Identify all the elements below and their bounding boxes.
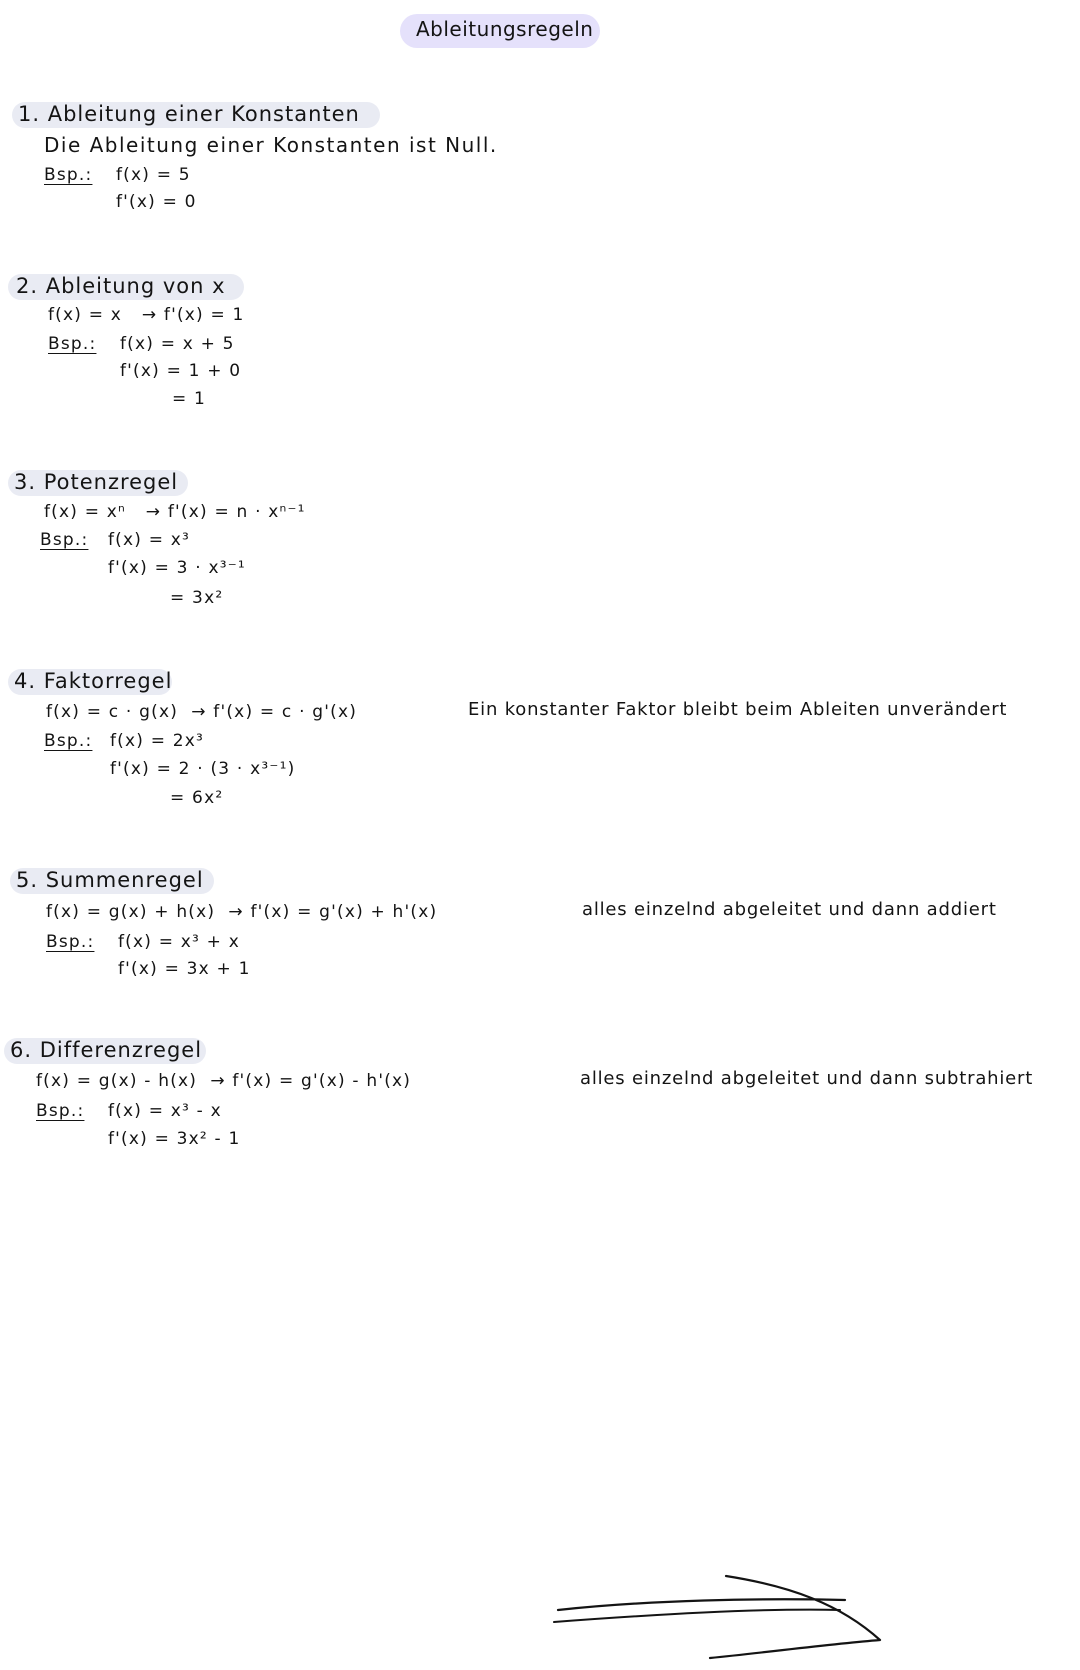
example-line: = 3x² — [170, 588, 224, 608]
example-line: f'(x) = 1 + 0 — [120, 361, 242, 381]
rule-text: Die Ableitung einer Konstanten ist Null. — [44, 133, 498, 157]
example-line: f(x) = x³ + x — [118, 932, 240, 952]
example-label: Bsp.: — [36, 1101, 85, 1121]
rule-text: f(x) = x → f'(x) = 1 — [48, 305, 245, 325]
example-label: Bsp.: — [48, 334, 97, 354]
example-line: f'(x) = 3x² - 1 — [108, 1129, 241, 1149]
section-heading: 5. Summenregel — [16, 868, 204, 892]
rule-text: f(x) = g(x) - h(x) → f'(x) = g'(x) - h'(x) — [36, 1071, 412, 1091]
arrow-right-icon — [540, 1560, 900, 1670]
section-heading: 2. Ableitung von x — [16, 274, 226, 298]
example-line: f'(x) = 3x + 1 — [118, 959, 251, 979]
example-label: Bsp.: — [40, 530, 89, 550]
section-heading: 4. Faktorregel — [14, 669, 173, 693]
rule-text: f(x) = xⁿ → f'(x) = n · xⁿ⁻¹ — [44, 502, 306, 522]
rule-note: alles einzelnd abgeleitet und dann addiert — [582, 899, 997, 920]
rule-text: f(x) = c · g(x) → f'(x) = c · g'(x) — [46, 702, 358, 722]
example-line: f(x) = x³ — [108, 530, 191, 550]
page-title: Ableitungsregeln — [416, 17, 594, 41]
example-label: Bsp.: — [46, 932, 95, 952]
example-line: f(x) = 5 — [116, 165, 191, 185]
section-heading: 3. Potenzregel — [14, 470, 179, 494]
example-line: f(x) = 2x³ — [110, 731, 205, 751]
section-heading: 6. Differenzregel — [10, 1038, 203, 1062]
example-label: Bsp.: — [44, 731, 93, 751]
example-line: f'(x) = 2 · (3 · x³⁻¹) — [110, 759, 296, 779]
example-line: = 6x² — [170, 788, 224, 808]
example-label: Bsp.: — [44, 165, 93, 185]
example-line: f(x) = x + 5 — [120, 334, 235, 354]
rule-note: alles einzelnd abgeleitet und dann subtrahiert — [580, 1068, 1034, 1089]
rule-text: f(x) = g(x) + h(x) → f'(x) = g'(x) + h'(x) — [46, 902, 438, 922]
section-heading: 1. Ableitung einer Konstanten — [18, 102, 360, 126]
example-line: f(x) = x³ - x — [108, 1101, 222, 1121]
example-line: f'(x) = 0 — [116, 192, 197, 212]
rule-note: Ein konstanter Faktor bleibt beim Ableiten unverändert — [468, 699, 1008, 720]
example-line: f'(x) = 3 · x³⁻¹ — [108, 558, 246, 578]
example-line: = 1 — [172, 389, 207, 409]
